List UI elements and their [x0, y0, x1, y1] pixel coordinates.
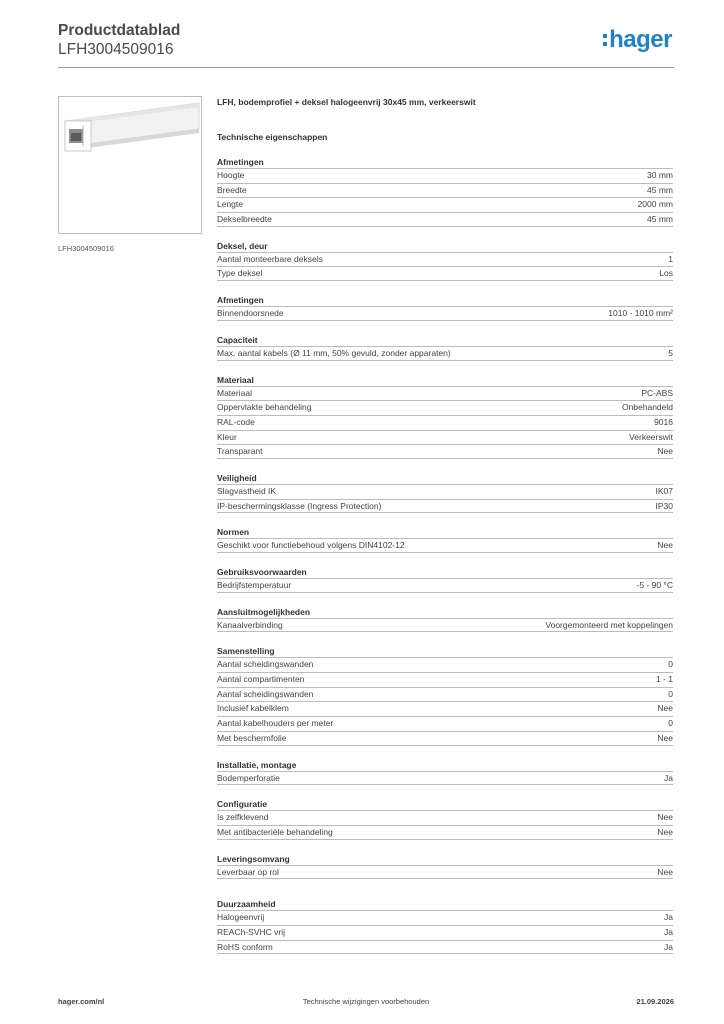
spec-section: [217, 295, 673, 321]
spec-row: [217, 618, 673, 633]
spec-label: Aantal compartimenten: [217, 674, 305, 685]
spec-row: [217, 197, 673, 212]
spec-value: 45 mm: [647, 214, 673, 225]
spec-label: Met beschermfolie: [217, 732, 287, 743]
header-divider: [58, 67, 674, 68]
spec-value: Nee: [657, 703, 673, 714]
spec-label: REACh-SVHC vrij: [217, 926, 286, 937]
spec-section: [217, 799, 673, 839]
page-footer: [58, 997, 674, 1009]
spec-row: [217, 499, 673, 514]
spec-row: [217, 687, 673, 702]
spec-rows: [217, 538, 673, 553]
spec-rows: [217, 910, 673, 954]
spec-label: Breedte: [217, 184, 247, 195]
spec-row: [217, 810, 673, 825]
section-title: Duurzaamheid: [217, 899, 276, 910]
spec-row: [217, 731, 673, 746]
footer-website: hager.com/nl: [58, 997, 105, 1006]
spec-rows: [217, 771, 673, 786]
spec-row: [217, 168, 673, 183]
spec-value: 30 mm: [647, 170, 673, 180]
spec-label: Kanaalverbinding: [217, 619, 283, 630]
spec-value: Ja: [664, 772, 673, 783]
spec-value: Voorgemonteerd met koppelingen: [545, 619, 673, 630]
spec-row: [217, 400, 673, 415]
spec-section: [217, 567, 673, 593]
spec-row: [217, 940, 673, 955]
spec-section: [217, 760, 673, 786]
spec-label: Type deksel: [217, 268, 263, 279]
spec-label: Aantal monteerbare deksels: [217, 253, 323, 264]
spec-value: Nee: [657, 446, 673, 457]
spec-content: [217, 96, 673, 954]
spec-value: Verkeerswit: [629, 431, 673, 442]
spec-row: [217, 415, 673, 430]
spec-rows: [217, 618, 673, 633]
spec-label: RoHS conform: [217, 941, 273, 952]
spec-row: [217, 306, 673, 321]
spec-label: Halogeenvrij: [217, 912, 265, 923]
section-title: Installatie, montage: [217, 759, 297, 770]
spec-row: [217, 578, 673, 593]
spec-value: Nee: [657, 540, 673, 551]
spec-value: Ja: [664, 941, 673, 952]
section-title: Gebruiksvoorwaarden: [217, 567, 307, 577]
spec-row: [217, 444, 673, 459]
spec-value: Nee: [657, 866, 673, 877]
spec-row: [217, 430, 673, 445]
spec-rows: [217, 306, 673, 321]
product-image: [58, 96, 202, 234]
spec-label: Aantal scheidingswanden: [217, 688, 314, 699]
spec-label: Aantal kabelhouders per meter: [217, 718, 334, 729]
spec-rows: [217, 578, 673, 593]
spec-label: IP-beschermingsklasse (Ingress Protection): [217, 500, 382, 511]
spec-value: 45 mm: [647, 184, 673, 195]
spec-section: [217, 241, 673, 281]
spec-value: Ja: [664, 912, 673, 923]
spec-section: [217, 157, 673, 227]
spec-label: Oppervlakte behandeling: [217, 402, 312, 413]
cable-trunking-icon: [59, 97, 201, 233]
spec-value: Onbehandeld: [621, 402, 673, 413]
spec-label: Slagvastheid IK: [217, 485, 277, 496]
spec-row: [217, 538, 673, 553]
section-title: Capaciteit: [217, 334, 258, 345]
spec-label: Aantal scheidingswanden: [217, 659, 314, 670]
spec-value: Nee: [657, 826, 673, 837]
spec-value: 0: [668, 688, 673, 699]
spec-rows: [217, 657, 673, 745]
spec-value: 2000 mm: [637, 199, 673, 210]
spec-row: [217, 672, 673, 687]
spec-sections: [217, 157, 673, 954]
spec-label: Hoogte: [217, 170, 245, 180]
spec-label: Materiaal: [217, 387, 252, 398]
section-title: Aansluitmogelijkheden: [217, 606, 311, 617]
footer-date: 21.09.2026: [636, 997, 674, 1006]
product-code: LFH3004509016: [58, 41, 174, 58]
spec-label: RAL-code: [217, 416, 255, 427]
spec-value: 0: [668, 718, 673, 729]
spec-rows: [217, 386, 673, 459]
spec-section: [217, 607, 673, 633]
footer-disclaimer: Technische wijzigingen voorbehouden: [302, 997, 430, 1006]
spec-rows: [217, 252, 673, 281]
spec-row: [217, 212, 673, 227]
spec-row: [217, 386, 673, 401]
section-title: Samenstelling: [217, 646, 275, 657]
spec-rows: [217, 346, 673, 361]
spec-label: Kleur: [217, 431, 237, 442]
spec-label: Lengte: [217, 199, 243, 210]
spec-row: [217, 925, 673, 940]
tech-properties-heading: Technische eigenschappen: [217, 132, 328, 142]
spec-section: [217, 899, 673, 954]
spec-label: Binnendoorsnede: [217, 308, 284, 319]
spec-rows: [217, 168, 673, 227]
page-header: [58, 22, 674, 68]
spec-value: 1 - 1: [655, 674, 673, 685]
spec-label: Met antibacteriële behandeling: [217, 826, 333, 837]
spec-rows: [217, 865, 673, 880]
section-title: Veiligheid: [217, 472, 257, 483]
section-title: Afmetingen: [217, 157, 264, 167]
product-name: LFH, bodemprofiel + deksel halogeenvrij 30x45 mm, verkeerswit: [217, 97, 476, 107]
logo-text: hager: [609, 26, 672, 53]
section-title: Configuratie: [217, 799, 268, 810]
spec-value: 1010 - 1010 mm²: [608, 308, 673, 319]
spec-row: [217, 771, 673, 786]
section-title: Leveringsomvang: [217, 853, 290, 864]
spec-label: Inclusief kabelklem: [217, 703, 289, 714]
spec-row: [217, 910, 673, 925]
spec-row: [217, 266, 673, 281]
spec-row: [217, 183, 673, 198]
spec-label: Dekselbreedte: [217, 214, 272, 225]
hager-logo: [603, 28, 672, 52]
spec-row: [217, 716, 673, 731]
spec-rows: [217, 810, 673, 839]
spec-section: [217, 375, 673, 459]
spec-value: Ja: [664, 926, 673, 937]
spec-value: IK07: [655, 485, 673, 496]
spec-label: Bodemperforatie: [217, 772, 280, 783]
spec-row: [217, 825, 673, 840]
spec-section: [217, 527, 673, 553]
spec-value: 0: [668, 659, 673, 670]
section-title: Deksel, deur: [217, 240, 268, 251]
spec-label: Is zelfklevend: [217, 812, 269, 823]
section-title: Afmetingen: [217, 295, 264, 306]
section-title: Normen: [217, 527, 250, 538]
spec-value: 1: [668, 253, 673, 264]
spec-value: 9016: [654, 416, 673, 427]
spec-rows: [217, 484, 673, 513]
image-caption: LFH3004509016: [58, 244, 114, 253]
spec-label: Geschikt voor functiebehoud volgens DIN4102-12: [217, 540, 405, 551]
spec-section: [217, 854, 673, 880]
spec-value: 5: [668, 347, 673, 358]
spec-value: Los: [659, 268, 673, 279]
spec-value: IP30: [655, 500, 673, 511]
document-title: Productdatablad: [58, 22, 181, 39]
spec-row: [217, 865, 673, 880]
spec-section: [217, 335, 673, 361]
spec-label: Leverbaar op rol: [217, 866, 279, 877]
spec-section: [217, 473, 673, 513]
spec-value: PC-ABS: [641, 387, 673, 398]
spec-row: [217, 346, 673, 361]
spec-value: Nee: [657, 812, 673, 823]
spec-row: [217, 701, 673, 716]
spec-label: Max. aantal kabels (Ø 11 mm, 50% gevuld, zonder apparaten): [217, 347, 451, 358]
section-title: Materiaal: [217, 374, 254, 385]
spec-label: Bedrijfstemperatuur: [217, 580, 292, 590]
spec-label: Transparant: [217, 446, 263, 457]
spec-row: [217, 252, 673, 267]
spec-row: [217, 484, 673, 499]
spec-row: [217, 657, 673, 672]
logo-colon-icon: [603, 32, 607, 48]
spec-value: Nee: [657, 732, 673, 743]
spec-value: -5 - 90 °C: [636, 580, 673, 590]
spec-section: [217, 646, 673, 745]
